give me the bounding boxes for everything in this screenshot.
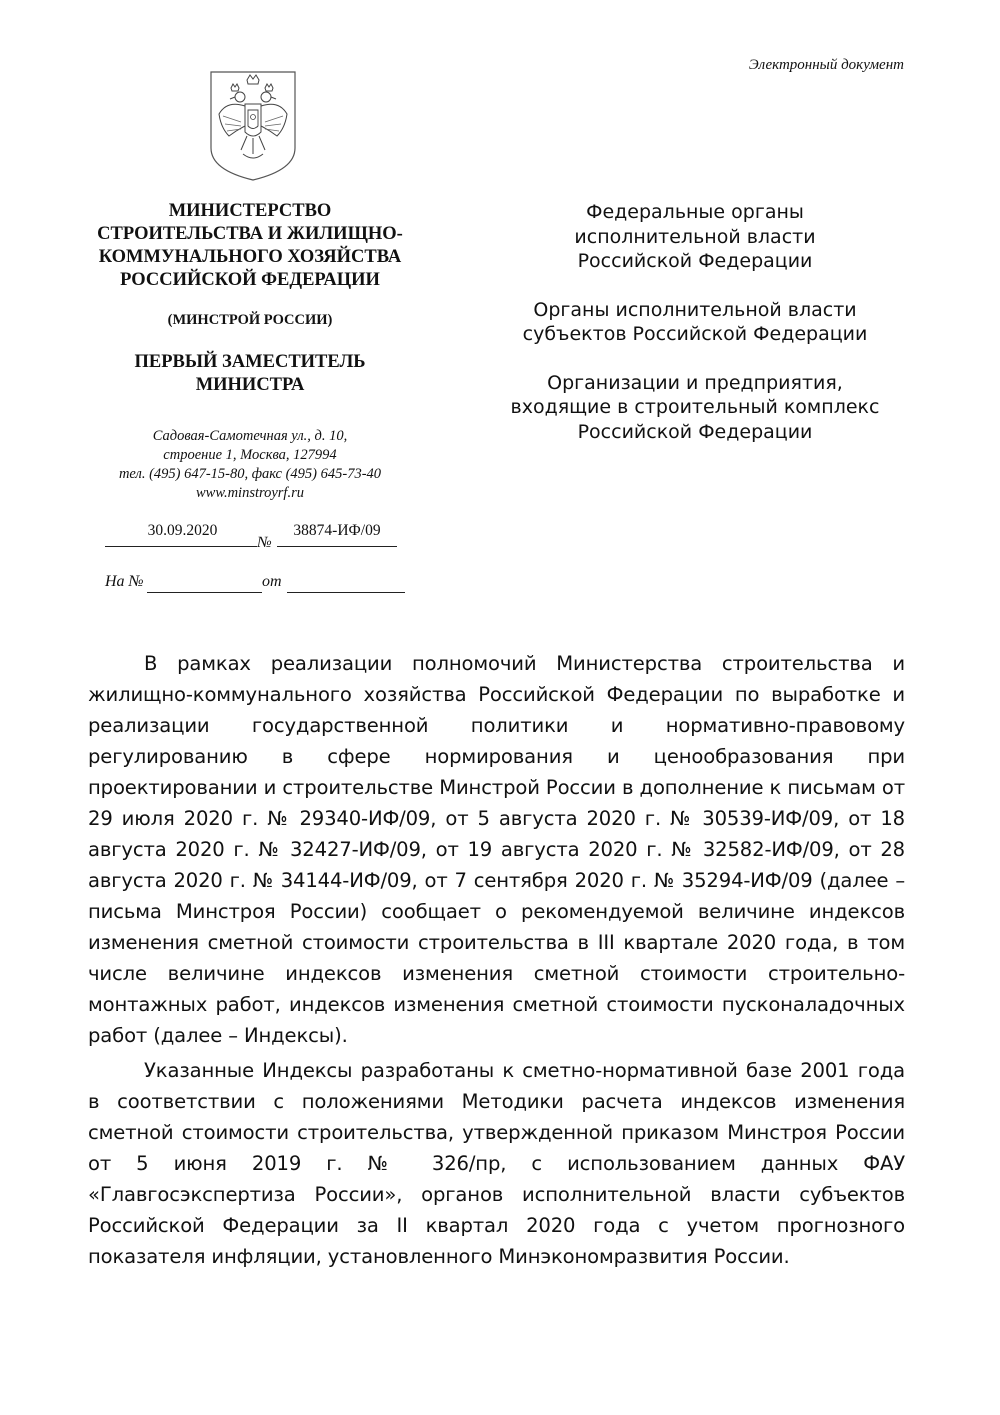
recipient-group: Федеральные органы исполнительной власти Российской Федерации — [574, 201, 816, 272]
sender-block — [80, 200, 420, 503]
body-paragraph: В рамках реализации полномочий Министерства строительства и жилищно-коммунального хозяйства Российской Федерации по выработке и реализации государственной политики и нормативно-правовому регулированию в сфере нормирования и ценообразования при проектировании и строительстве Минстрой России в дополнение к письмам от 29 июля 2020 г. № 29340-ИФ/09, от 5 августа 2020 г. № 30539-ИФ/09, от 18 августа 2020 г. № 32427-ИФ/09, от 19 августа 2020 г. № 32582-ИФ/09, от 28 августа 2020 г. № 34144-ИФ/09, от 7 сентября 2020 г. № 35294-ИФ/09 (далее – письма Минстроя России) сообщает о рекомендуемой величине индексов изменения сметной стоимости строительства в III квартале 2020 года, в том числе величине индексов изменения сметной стоимости строительно-монтажных работ, индексов изменения сметной стоимости пусконаладочных работ (далее – Индексы). — [88, 652, 905, 1047]
registration-line — [105, 520, 395, 556]
letter-body — [88, 648, 905, 1276]
number-underline — [277, 546, 397, 547]
number-sign: № — [257, 534, 272, 551]
ref-number-blank — [147, 592, 262, 593]
ministry-short-name: (МИНСТРОЙ РОССИИ) — [167, 312, 333, 328]
sender-address: Садовая-Самотечная ул., д. 10, строение 1, Москва, 127994 тел. (495) 647-15-80, факс (495) 645-73-40 www.minstroyrf.ru — [118, 428, 382, 501]
russian-coat-of-arms-icon — [207, 70, 299, 182]
date-underline — [105, 546, 257, 547]
ref-from-label: от — [262, 573, 282, 590]
signatory-position: ПЕРВЫЙ ЗАМЕСТИТЕЛЬ МИНИСТРА — [134, 352, 366, 395]
reference-line — [105, 573, 405, 597]
ref-number-label: На № — [105, 573, 144, 590]
recipient-group: Организации и предприятия, входящие в строительный комплекс Российской Федерации — [510, 371, 880, 443]
ministry-name: МИНИСТЕРСТВО СТРОИТЕЛЬСТВА И ЖИЛИЩНО- КОММУНАЛЬНОГО ХОЗЯЙСТВА РОССИЙСКОЙ ФЕДЕРАЦИИ — [97, 201, 403, 290]
ref-date-blank — [287, 592, 405, 593]
body-paragraph: Указанные Индексы разработаны к сметно-нормативной базе 2001 года в соответствии с положениями Методики расчета индексов изменения сметной стоимости строительства, утвержденной приказом Минстроя России от 5 июня 2019 г. № 326/пр, с использованием данных ФАУ «Главгосэкспертиза России», органов исполнительной власти субъектов Российской Федерации за II квартал 2020 года с учетом прогнозного показателя инфляции, установленного Минэкономразвития России. — [88, 1059, 905, 1268]
recipient-group: Органы исполнительной власти субъектов Российской Федерации — [522, 298, 868, 345]
registration-date: 30.09.2020 — [147, 522, 218, 539]
electronic-document-label: Электронный документ — [748, 57, 904, 73]
recipients-block — [495, 200, 895, 468]
registration-number: 38874-ИФ/09 — [293, 522, 381, 539]
